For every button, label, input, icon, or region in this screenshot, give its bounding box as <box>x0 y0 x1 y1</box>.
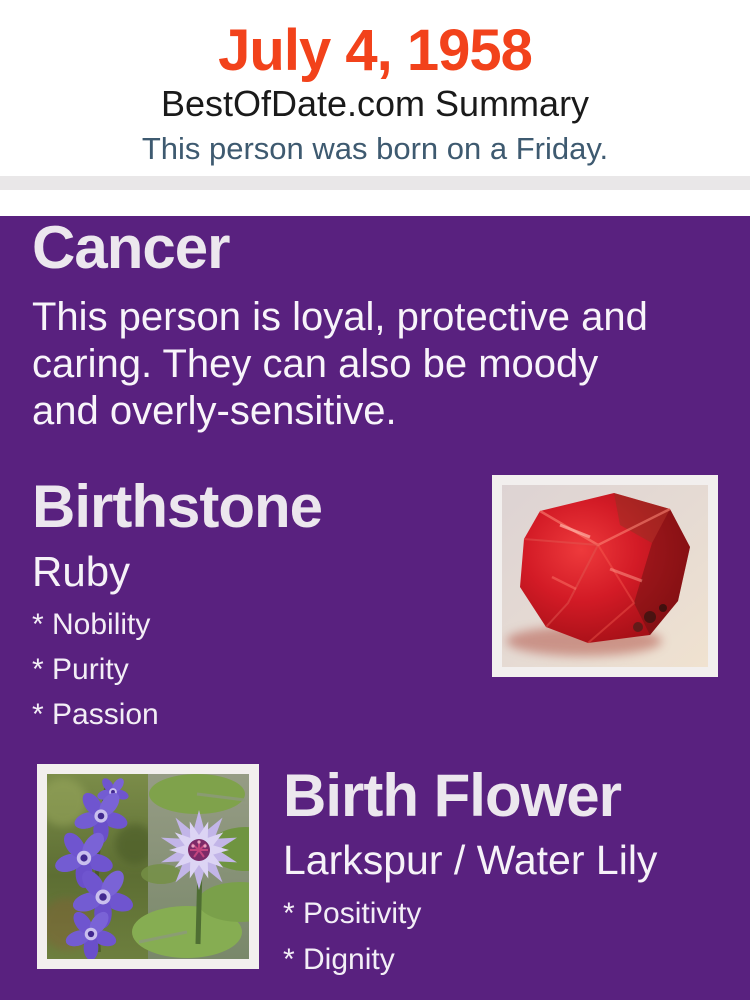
larkspur-water-lily-illustration <box>47 774 249 959</box>
birthstone-name: Ruby <box>32 548 131 596</box>
birth-flower-text-column <box>283 764 657 975</box>
birthstone-trait-list <box>32 610 322 730</box>
zodiac-sign-heading: Cancer <box>32 214 230 281</box>
birth-flower-heading: Birth Flower <box>283 762 622 830</box>
details-panel <box>0 216 750 1000</box>
site-summary-subtitle: BestOfDate.com Summary <box>160 83 590 124</box>
zodiac-description: This person is loyal, protective and caring. They can also be moody and overly-sensitive. <box>32 294 648 434</box>
trait-item: * Positivity <box>283 897 422 931</box>
birthstone-heading: Birthstone <box>32 473 322 541</box>
ruby-photo <box>492 475 718 677</box>
gray-divider <box>0 176 750 190</box>
born-day-line: This person was born on a Friday. <box>141 131 609 166</box>
trait-item: * Purity <box>32 653 129 687</box>
ruby-gemstone-illustration <box>502 485 708 667</box>
page-title-date: July 4, 1958 <box>218 18 532 83</box>
birthstone-text-column <box>32 475 322 730</box>
trait-item: * Dignity <box>283 943 395 977</box>
trait-item: * Passion <box>32 698 159 732</box>
birth-flower-photo <box>37 764 259 969</box>
header <box>0 0 750 176</box>
birth-flower-section <box>37 764 730 975</box>
birth-flower-trait-list <box>283 899 657 975</box>
water-lily-photo-half <box>132 774 249 959</box>
birth-flower-name: Larkspur / Water Lily <box>283 837 658 884</box>
trait-item: * Nobility <box>32 608 151 642</box>
birthstone-section <box>32 475 718 730</box>
